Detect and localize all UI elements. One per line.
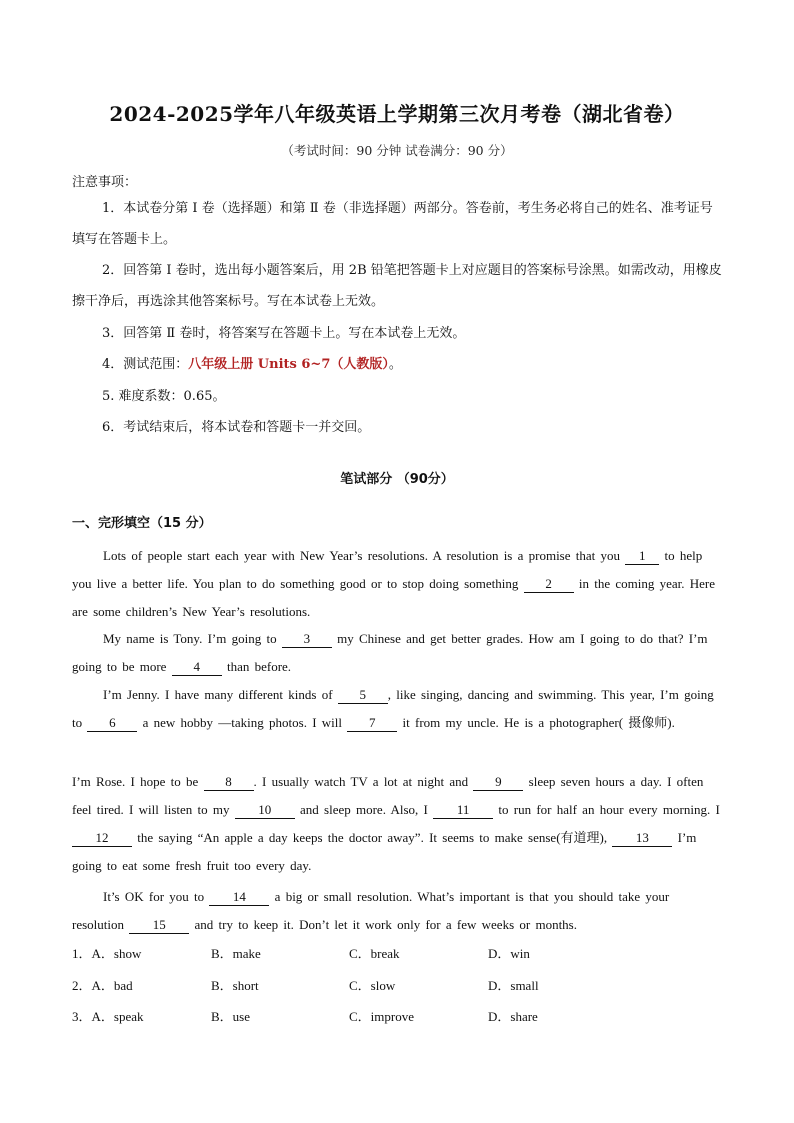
blank-8: 8	[204, 774, 254, 791]
passage-text: Lots of people start each year with New Year’s resolutions. A resolution is a promise that you	[103, 548, 626, 563]
question-3-options	[72, 1006, 722, 1038]
note-item-2: 2．回答第 Ⅰ 卷时，选出每小题答案后，用 2B 铅笔把答题卡上对应题目的答案标号涂黑。如需改动，用橡皮擦干净后，再选涂其他答案标号。写在本试卷上无效。	[72, 263, 722, 309]
option-1c: C．break	[349, 946, 400, 961]
passage-text: in the coming year. Here are some children’s New Year’s resolutions.	[72, 576, 715, 619]
blank-3: 3	[282, 631, 332, 648]
note-item-3: 3．回答第 Ⅱ 卷时，将答案写在答题卡上。写在本试卷上无效。	[102, 326, 466, 341]
note-item-4	[72, 349, 722, 380]
blank-10: 10	[235, 802, 295, 819]
option-2c: C．slow	[349, 977, 396, 993]
test-scope-highlight: 八年级上册 Units 6~7（人教版）	[188, 357, 389, 372]
passage-text: my Chinese and get better grades. How am I going to do that? I’m going to be more	[72, 631, 708, 674]
question-2-options	[72, 975, 722, 1007]
notes-heading: 注意事项：	[72, 175, 138, 190]
option-2a: 2．A．bad	[72, 977, 133, 993]
passage-text: it from my uncle. He is a photographer( 摄像师).	[397, 715, 675, 730]
passage-text: a big or small resolution. What’s important is that you should take your resolution	[72, 889, 670, 932]
passage-text: I’m Jenny. I have many different kinds of	[103, 687, 338, 702]
passage-text: I’m Rose. I hope to be	[72, 774, 204, 789]
blank-11: 11	[433, 802, 493, 819]
blank-2: 2	[524, 576, 574, 593]
passage-paragraph-5	[72, 883, 722, 939]
option-3d: D．share	[488, 1009, 538, 1024]
passage-paragraph-3	[72, 681, 722, 737]
passage-text: sleep seven hours a day. I often feel tired. I will listen to my	[72, 774, 704, 817]
option-3a: 3．A．speak	[72, 1009, 144, 1024]
blank-15: 15	[129, 917, 189, 934]
passage-text: to help you live a better life. You plan to do something good or to stop doing something	[72, 548, 703, 591]
option-1a: 1．A．show	[72, 946, 142, 961]
blank-14: 14	[209, 889, 269, 906]
note-item-5: 5. 难度系数：0.65。	[102, 389, 226, 404]
passage-text: It’s OK for you to	[103, 889, 210, 904]
passage-text: I’m going to eat some fresh fruit too every day.	[72, 830, 697, 873]
question-1-options	[72, 943, 722, 975]
option-1b: B．make	[211, 946, 261, 961]
answer-options	[72, 943, 722, 1038]
blank-4: 4	[172, 659, 222, 676]
passage-text: to run for half an hour every morning. I	[493, 802, 720, 817]
part-heading: 一、完形填空（15 分）	[72, 516, 212, 531]
passage-text: . I usually watch TV a lot at night and	[253, 774, 474, 789]
exam-subtitle: （考试时间：90 分钟 试卷满分：90 分）	[281, 143, 513, 158]
passage-text: , like singing, dancing and swimming. This year, I’m going to	[72, 687, 714, 730]
blank-5: 5	[338, 687, 388, 704]
option-3b: B．use	[211, 1009, 251, 1024]
option-1d: D．win	[488, 946, 530, 961]
blank-6: 6	[87, 715, 137, 732]
passage-text: and try to keep it. Don’t let it work only for a few weeks or months.	[189, 917, 577, 932]
passage-text: the saying “An apple a day keeps the doctor away”. It seems to make sense(有道理),	[132, 830, 613, 845]
option-2d: D．small	[488, 977, 539, 993]
passage-text: My name is Tony. I’m going to	[103, 631, 282, 646]
exam-title: 2024-2025学年八年级英语上学期第三次月考卷（湖北省卷）	[109, 102, 685, 126]
blank-13: 13	[612, 830, 672, 847]
passage-paragraph-1	[72, 542, 722, 626]
passage-text: a new hobby —taking photos. I will	[137, 715, 348, 730]
note-item-4-suffix: 。	[388, 357, 402, 372]
option-3c: C．improve	[349, 1009, 414, 1024]
blank-7: 7	[347, 715, 397, 732]
option-2b: B．short	[211, 977, 259, 993]
passage-text: and sleep more. Also, I	[294, 802, 434, 817]
passage-paragraph-2	[72, 625, 722, 681]
note-item-4-prefix: 4．测试范围：	[102, 357, 189, 372]
blank-9: 9	[473, 774, 523, 791]
section-title: 笔试部分 （90分）	[340, 472, 454, 487]
blank-12: 12	[72, 830, 132, 847]
blank-1: 1	[625, 548, 659, 565]
note-item-6: 6．考试结束后，将本试卷和答题卡一并交回。	[102, 420, 371, 435]
note-item-1: 1．本试卷分第 Ⅰ 卷（选择题）和第 Ⅱ 卷（非选择题）两部分。答卷前，考生务必将自己的姓名、准考证号填写在答题卡上。	[72, 201, 713, 247]
passage-text: than before.	[221, 659, 292, 674]
passage-paragraph-4	[72, 768, 722, 880]
